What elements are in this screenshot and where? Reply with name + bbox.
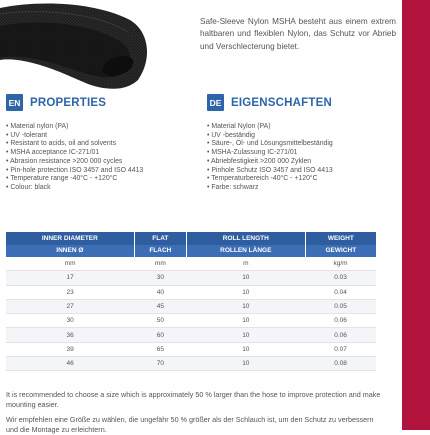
table-row [6,271,376,285]
table-cell: 30 [6,314,134,328]
list-item: • MSHA-Zulassung IC-271/01 [207,149,397,158]
sizing-note-de: Wir empfehlen eine Größe zu wählen, die ungefähr 50 % größer als der Schlauch ist, um den Schutz zu verbessern und die Montage zu erleichtern. [6,415,374,435]
table-cell: 23 [6,285,134,299]
list-item: • Abriebfestigkeit >200 000 Zyklen [207,158,397,167]
list-item: • Pin-hole protection ISO 3457 and ISO 4413 [6,167,196,176]
table-cell: 27 [6,299,134,313]
table-cell: mm [6,257,134,271]
table-cell: 10 [186,342,305,356]
table-row [6,314,376,328]
nylon-sleeve-product-image [0,0,150,92]
column-header: ROLLEN LÄNGE [186,245,305,258]
language-badge-en: EN [6,94,23,111]
list-item: • UV -tolerant [6,132,196,141]
sizing-note-en: It is recommended to choose a size which is approximately 50 % larger than the hose to improve protection and make mounting easier. [6,390,381,410]
table-cell: 17 [6,271,134,285]
table-cell: 50 [134,314,186,328]
table-cell: 10 [186,328,305,342]
table-cell: 10 [186,314,305,328]
properties-title-en: PROPERTIES [30,96,107,109]
spec-table [6,232,376,371]
table-cell: 65 [134,342,186,356]
list-item: • Temperaturbereich -40°C - +120°C [207,175,397,184]
intro-text: Safe-Sleeve Nylon MSHA besteht aus einem extrem haltbaren und flexiblen Nylon, das Schutz vor Abrieb und Verschlecterung bietet. [200,17,396,51]
table-cell: kg/m [305,257,376,271]
properties-title-de: EIGENSCHAFTEN [231,96,332,109]
table-cell: 46 [6,357,134,371]
properties-list-en [6,123,196,193]
list-item: • UV -beständig [207,132,397,141]
table-row [6,328,376,342]
table-cell: 30 [134,271,186,285]
list-item: • Farbe: schwarz [207,184,397,193]
list-item: • Resistant to acids, oil and solvents [6,140,196,149]
brand-side-bar [402,0,430,430]
language-badge-de: DE [207,94,224,111]
table-cell: 10 [186,299,305,313]
table-cell: 0.03 [305,271,376,285]
table-row [6,285,376,299]
properties-heading-en [6,94,106,111]
list-item: • Temperature range -40°C - +120°C [6,175,196,184]
table-cell: 10 [186,285,305,299]
table-units-row [6,257,376,271]
table-cell: 70 [134,357,186,371]
table-cell: 0.04 [305,285,376,299]
column-header: ROLL LENGTH [186,232,305,245]
properties-heading-de [207,94,332,111]
table-cell: 36 [6,328,134,342]
table-cell: 39 [6,342,134,356]
column-header: INNEN Ø [6,245,134,258]
list-item: • Pinhole Schutz ISO 3457 and ISO 4413 [207,167,397,176]
table-cell: 45 [134,299,186,313]
list-item: • Säure-, Öl- und Lösungsmittelbeständig [207,140,397,149]
table-cell: m [186,257,305,271]
properties-list-de [207,123,397,193]
table-cell: mm [134,257,186,271]
table-cell: 40 [134,285,186,299]
column-header: FLAT [134,232,186,245]
table-cell: 0.08 [305,357,376,371]
table-cell: 0.05 [305,299,376,313]
list-item: • Abrasion resistance >200 000 cycles [6,158,196,167]
table-cell: 0.06 [305,328,376,342]
table-row [6,299,376,313]
list-item: • MSHA acceptance IC-271/01 [6,149,196,158]
table-row [6,342,376,356]
column-header: INNER DIAMETER [6,232,134,245]
list-item: • Material Nylon (PA) [207,123,397,132]
list-item: • Material nylon (PA) [6,123,196,132]
table-cell: 10 [186,357,305,371]
table-cell: 60 [134,328,186,342]
table-header-row-de [6,245,376,258]
table-row [6,357,376,371]
column-header: GEWICHT [305,245,376,258]
column-header: WEIGHT [305,232,376,245]
table-cell: 0.06 [305,314,376,328]
table-header-row-en [6,232,376,245]
column-header: FLACH [134,245,186,258]
table-cell: 0.07 [305,342,376,356]
table-cell: 10 [186,271,305,285]
list-item: • Colour: black [6,184,196,193]
